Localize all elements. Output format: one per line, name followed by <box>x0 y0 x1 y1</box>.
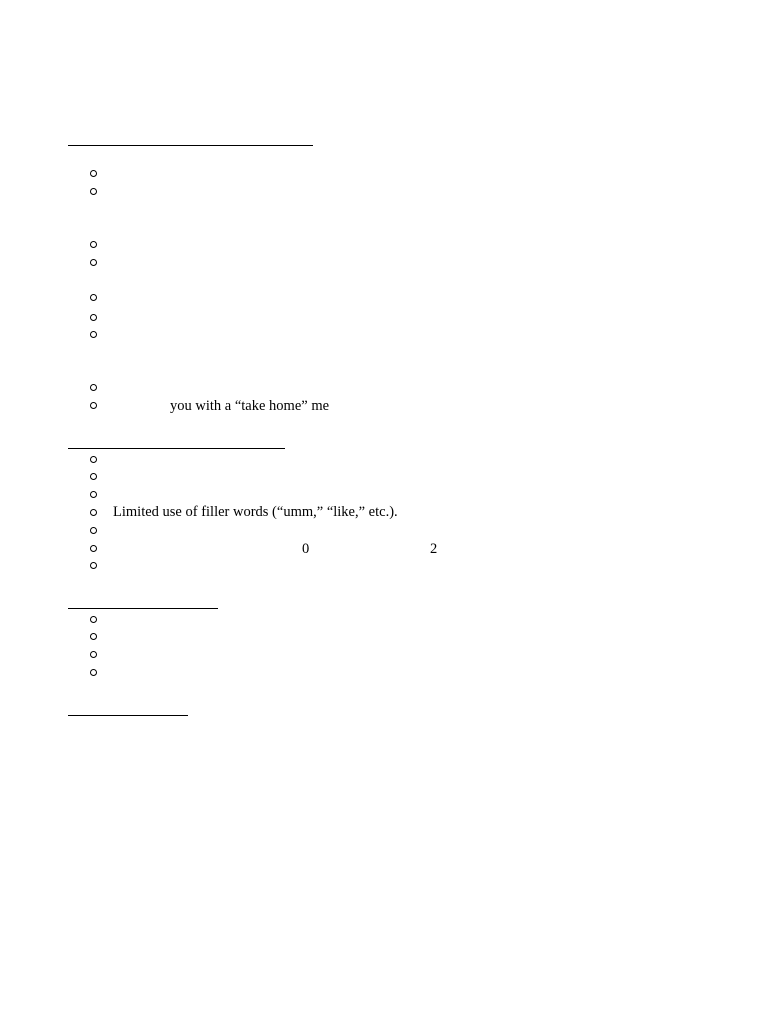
bullet-icon <box>90 456 97 463</box>
bullet-icon <box>90 188 97 195</box>
bullet-icon <box>90 331 97 338</box>
bullet-icon <box>90 633 97 640</box>
list-item-filler-words: Limited use of filler words (“umm,” “like,” etc.). <box>113 504 398 520</box>
bullet-icon <box>90 616 97 623</box>
bullet-icon <box>90 651 97 658</box>
bullet-icon <box>90 259 97 266</box>
bullet-icon <box>90 241 97 248</box>
bullet-icon <box>90 509 97 516</box>
bullet-icon <box>90 314 97 321</box>
list-item-fragment-0: 0 <box>302 541 310 557</box>
bullet-icon <box>90 562 97 569</box>
bullet-icon <box>90 384 97 391</box>
bullet-icon <box>90 491 97 498</box>
bullet-icon <box>90 545 97 552</box>
section-2-heading-rule <box>68 448 285 449</box>
list-item-take-home: you with a “take home” me <box>170 398 330 414</box>
bullet-icon <box>90 170 97 177</box>
bullet-icon <box>90 527 97 534</box>
bullet-icon <box>90 669 97 676</box>
bullet-icon <box>90 294 97 301</box>
section-4-heading-rule <box>68 715 188 716</box>
section-3-heading-rule <box>68 608 218 609</box>
bullet-icon <box>90 402 97 409</box>
bullet-icon <box>90 473 97 480</box>
section-1-heading-rule <box>68 145 313 146</box>
list-item-fragment-2: 2 <box>430 541 438 557</box>
